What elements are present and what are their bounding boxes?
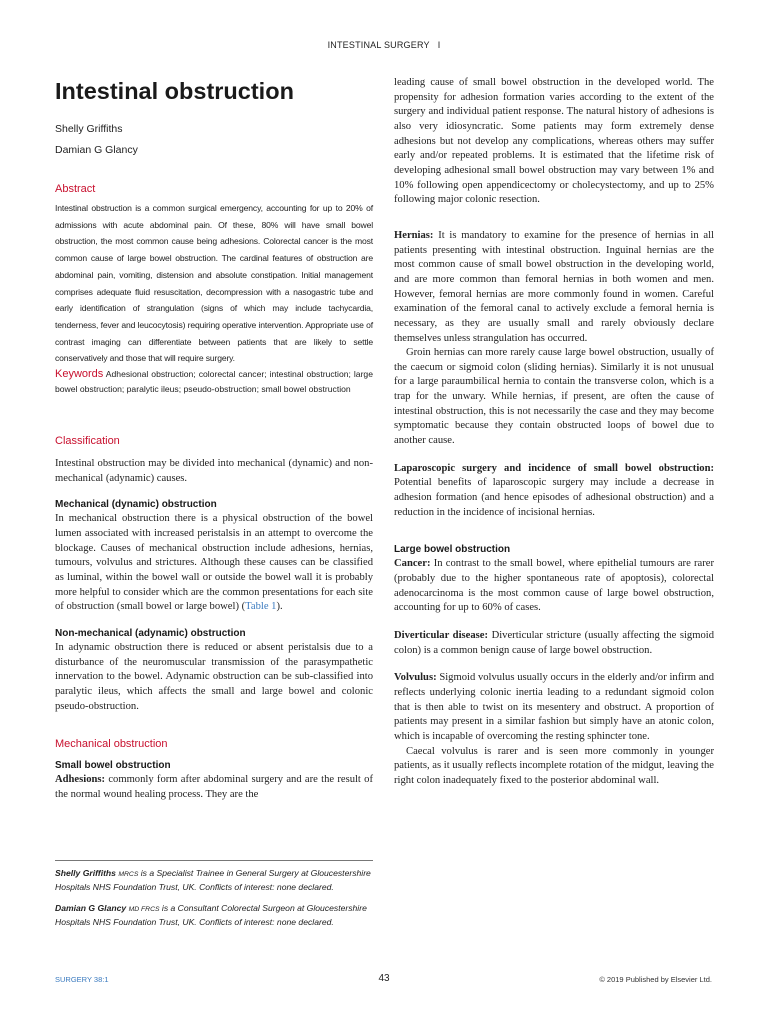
copyright: © 2019 Published by Elsevier Ltd. [599, 975, 712, 984]
adhesions-text [55, 773, 373, 802]
footnote-2 [55, 902, 373, 929]
footnote-1-degrees: MRCS [118, 871, 139, 878]
abstract-heading: Abstract [55, 183, 96, 195]
hernias-text [394, 229, 714, 346]
nonmech-text: In adynamic obstruction there is reduced or absent peristalsis due to a disturbance of the neuromuscular transmission of the parasympathetic innervation to the bowel. Adynamic obstruction can be sub-classified into paralytic ileus, which affects the small and large bowel and colonic pseudo-obstruction. [55, 641, 373, 712]
sbo-heading: Small bowel obstruction [55, 760, 171, 772]
author-list [55, 123, 373, 156]
table-1-link[interactable]: Table 1 [245, 601, 277, 613]
left-column [55, 76, 373, 803]
adhesions-label: Adhesions: [55, 774, 106, 786]
journal-reference: SURGERY 38:1 [55, 975, 109, 984]
nonmech-heading: Non-mechanical (adynamic) obstruction [55, 627, 246, 639]
right-column [394, 76, 714, 789]
volvulus-text [394, 671, 714, 744]
lbo-heading: Large bowel obstruction [394, 544, 511, 556]
adhesions-body: commonly form after abdominal surgery and are the result of the normal wound healing process. They are the [55, 774, 373, 800]
mechanical-text [55, 512, 373, 615]
adhesions-continued: leading cause of small bowel obstruction in the developed world. The propensity for adhesion formation varies according to the extent of the surgery and individual patient response. The natural history of adhesions is also very idiosyncratic. Some patients may form extremely dense adhesions but not develop any complications, whereas others may suffer early and/or repeated problems. It is estimated that the lifetime risk of developing adhesional small bowel obstruction may vary between 1% and 10% following open appendicectomy or cholecystectomy, and up to 25% following major colonic resection. [394, 77, 714, 206]
footnote-2-degrees: MD FRCS [128, 906, 160, 913]
running-head-title: INTESTINAL SURGERY [327, 40, 430, 50]
volvulus-body: Sigmoid volvulus usually occurs in the elderly and/or infirm and reflects underlying colonic inertia leading to a redundant sigmoid colon that is then able to twist on its mesentery and obstruct. A proportion of patients may present in a similar fashion but simply have an atonic colon, which is incapable of overcoming the resting sphincter tone. [394, 672, 714, 742]
abstract-text: Intestinal obstruction is a common surgical emergency, accounting for up to 20% of admissions with acute abdominal pain. Of these, 80% will have small bowel obstruction, the most common cause being adhesions. Colorectal cancer is the most common cause of large bowel obstruction. The cardinal features of obstruction are abdominal pain, vomiting, distension and absolute constipation. Initial management comprises adequate fluid resuscitation, decompression with a nasogastric tube and early identification of strangulation (signs of which may include tachycardia, tenderness, fever and leucocytosis) requiring operative intervention. Appropriate use of contrast imaging can differentiate between patients that are likely to settle conservatively and those that will require surgery. [55, 203, 373, 364]
cancer-label: Cancer: [394, 558, 431, 570]
abstract-section [55, 183, 373, 397]
footnote-2-text: is a Consultant Colorectal Surgeon at Gloucestershire Hospitals NHS Foundation Trust, UK. Conflicts of interest: none declared. [55, 903, 367, 927]
volvulus-label: Volvulus: [394, 672, 437, 684]
hernias-body: It is mandatory to examine for the presence of hernias in all patients presenting with intestinal obstruction. Inguinal hernias are the most common cause of small bowel obstruction in the developing world, and are more common than femoral hernias in both women and men. However, femoral hernias are more commonly found in women. Careful examination of the femoral canal to actively exclude a femoral hernia is necessary, as they are usually small and rarely obviously declare themselves unless strangulation has occurred. [394, 229, 714, 344]
author-1: Shelly Griffiths [55, 123, 123, 135]
footnote-1 [55, 867, 373, 894]
diverticular-label: Diverticular disease: [394, 630, 488, 641]
running-head [0, 40, 768, 50]
author-2: Damian G Glancy [55, 144, 138, 156]
laparoscopic-body: Potential benefits of laparoscopic surgery may include a decrease in adhesion formation (and hence episodes of adhesional obstruction) and a reduction in the incidence of incisional hernias. [394, 477, 714, 518]
mechanical-text-end: ). [276, 601, 283, 613]
mechanical-heading: Mechanical (dynamic) obstruction [55, 499, 217, 511]
cancer-body: In contrast to the small bowel, where epithelial tumours are rarer (probably due to the higher spontaneous rate of apoptosis), colorectal adenocarcinoma is the most common cause of large bowel obstruction, accounting for up to 60% of cases. [394, 558, 714, 614]
laparoscopic-text [394, 462, 714, 521]
mechanical-text-body: In mechanical obstruction there is a physical obstruction of the bowel lumen associated with increased peristalsis in an attempt to overcome the blockage. Causes of mechanical obstruction include adhesions, hernias, tumours, volvulus and strictures. Although these causes can be classified as luminal, within the bowel wall or outside the bowel wall it is probably more helpful to consider which are the common presentations for each site of obstruction (small bowel or large bowel) ( [55, 513, 373, 613]
footnote-1-name: Shelly Griffiths [55, 868, 116, 878]
author-footnotes [55, 860, 373, 937]
footnote-1-text: is a Specialist Trainee in General Surgery at Gloucestershire Hospitals NHS Foundation Trust, UK. Conflicts of interest: none declared. [55, 868, 371, 892]
mechanical-obstruction-heading: Mechanical obstruction [55, 738, 168, 751]
classification-heading: Classification [55, 435, 120, 448]
diverticular-text [394, 629, 714, 658]
diverticular-body: Diverticular stricture (usually affecting the sigmoid colon) is a common benign cause of large bowel obstruction. [394, 630, 714, 656]
page-number: 43 [378, 973, 390, 984]
footnote-2-name: Damian G Glancy [55, 903, 127, 913]
footnote-rule [55, 860, 373, 861]
cancer-text [394, 557, 714, 616]
groin-hernias-text: Groin hernias can more rarely cause large bowel obstruction, usually of the caecum or sigmoid colon (sliding hernias). Similarly it is not unusual for a large paraumbilical hernia to contain the transverse colon, which is a trap for the unwary. While hernias, if present, are often the cause of intestinal obstruction, this is not necessarily the case and they may become symptomatic because they contain obstructed loops of bowel due to another cause. [394, 347, 714, 447]
running-head-separator: I [437, 40, 441, 50]
hernias-label: Hernias: [394, 229, 434, 241]
keywords [55, 367, 373, 397]
article-title: Intestinal obstruction [55, 78, 294, 104]
laparoscopic-label: Laparoscopic surgery and incidence of small bowel obstruction: [394, 462, 714, 474]
caecal-volvulus-text: Caecal volvulus is rarer and is seen more commonly in younger patients, as it usually reflects incomplete rotation of the midgut, leaving the right colon inadequately fixed to the posterior abdominal wall. [394, 745, 714, 786]
keywords-label: Keywords [55, 368, 104, 381]
keywords-text: Adhesional obstruction; colorectal cancer; intestinal obstruction; large bowel obstruction; paralytic ileus; pseudo-obstruction; small bowel obstruction [55, 369, 373, 395]
classification-intro: Intestinal obstruction may be divided into mechanical (dynamic) and non-mechanical (adynamic) causes. [55, 458, 373, 484]
